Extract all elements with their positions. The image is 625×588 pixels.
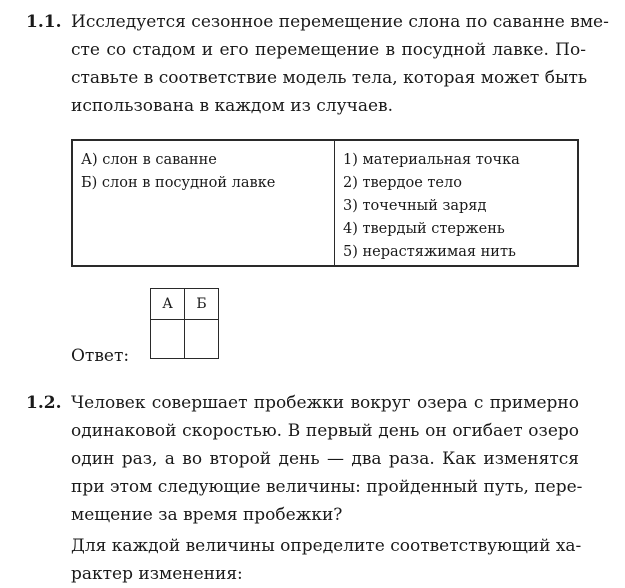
matching-right-item: 3) точечный заряд <box>343 198 487 214</box>
answer-cell-b[interactable] <box>185 320 219 359</box>
matching-left-item: А) слон в саванне <box>81 152 217 168</box>
answer-cell-a[interactable] <box>151 320 185 359</box>
answer-header-a: А <box>151 289 185 320</box>
text-line: использована в каждом из случаев. <box>71 96 393 116</box>
text-line: Человек совершает пробежки вокруг озера с примерно <box>71 393 579 413</box>
text-line: Исследуется сезонное перемещение слона по саванне вме- <box>71 12 609 32</box>
answer-header-b: Б <box>185 289 219 320</box>
matching-table <box>71 139 579 267</box>
matching-left-item: Б) слон в посудной лавке <box>81 175 276 191</box>
text-line: Для каждой величины определите соответствующий ха- <box>71 536 582 556</box>
matching-right-item: 2) твердое тело <box>343 175 462 191</box>
matching-right-column <box>335 141 577 265</box>
problem-text <box>71 389 583 529</box>
text-line: одинаковой скоростью. В первый день он огибает озеро <box>71 421 579 441</box>
answer-grid <box>150 288 219 359</box>
text-line: ставьте в соответствие модель тела, которая может быть <box>71 68 588 88</box>
matching-right-item: 5) нерастяжимая нить <box>343 244 516 260</box>
problem-number: 1.2. <box>26 393 62 413</box>
text-line: мещение за время пробежки? <box>71 505 343 525</box>
matching-right-item: 1) материальная точка <box>343 152 520 168</box>
answer-header-row <box>151 289 219 320</box>
answer-label: Ответ: <box>71 346 130 366</box>
text-line: при этом следующие величины: пройденный путь, пере- <box>71 477 583 497</box>
text-line: рактер изменения: <box>71 564 243 584</box>
matching-right-item: 4) твердый стержень <box>343 221 505 237</box>
answer-input-row <box>151 320 219 359</box>
followup-paragraph <box>71 532 582 588</box>
text-line: один раз, а во второй день — два раза. Как изменятся <box>71 449 579 469</box>
text-line: сте со стадом и его перемещение в посудной лавке. По- <box>71 40 586 60</box>
problem-number: 1.1. <box>26 12 62 32</box>
problem-text <box>71 8 609 120</box>
matching-left-column <box>73 141 335 265</box>
